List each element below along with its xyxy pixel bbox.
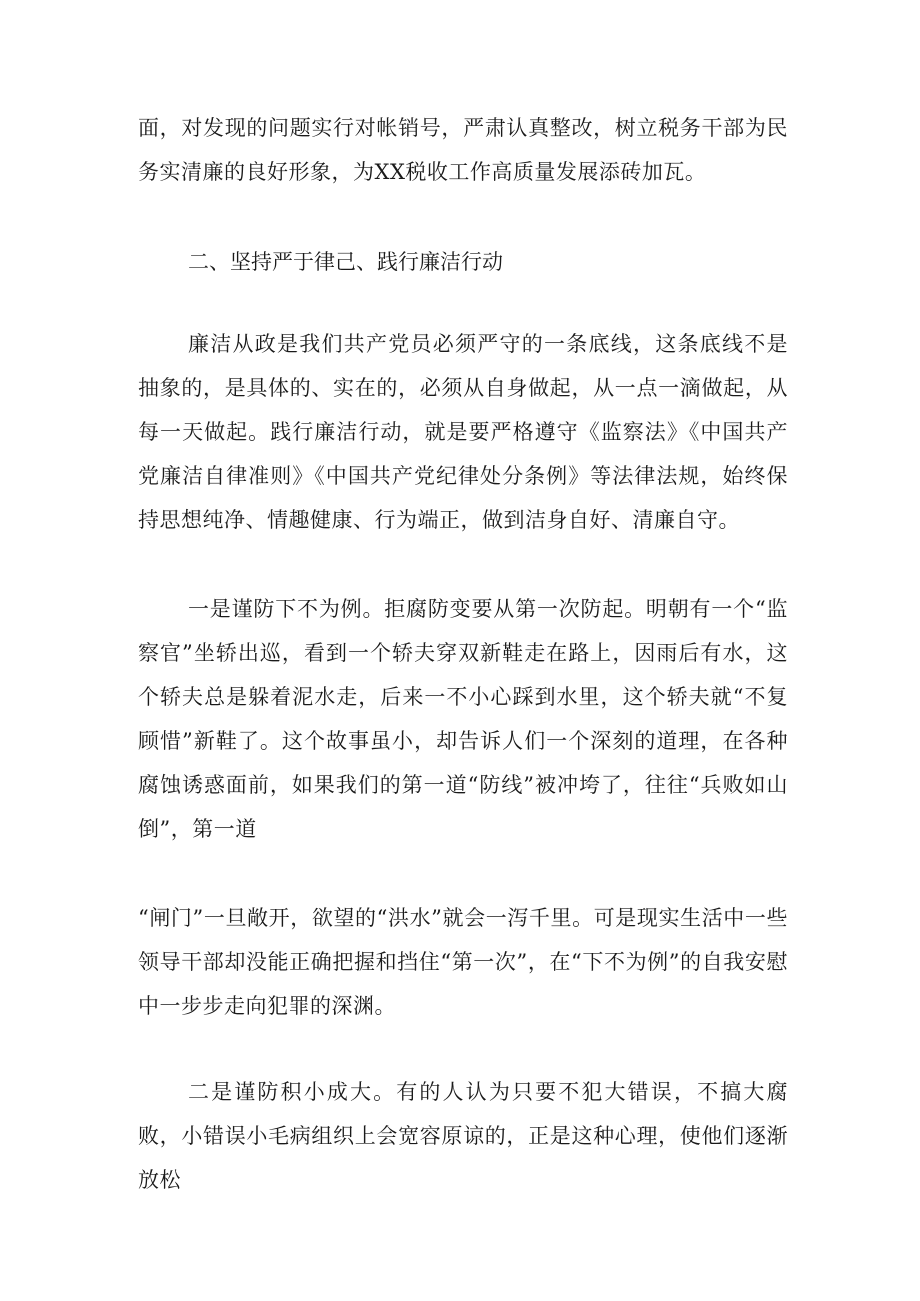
paragraph-first-point: 一是谨防下不为例。拒腐防变要从第一次防起。明朝有一个“监察官”坐轿出巡，看到一个轿夫穿双新鞋走在路上，因雨后有水，这个轿夫总是躲着泥水走，后来一不小心踩到水里，这个轿夫就“不复顾惜”新鞋了。这个故事虽小，却告诉人们一个深刻的道理，在各种腐蚀诱惑面前，如果我们的第一道“防线”被冲垮了，往往“兵败如山倒”，第一道 [138,597,788,841]
paragraph-continuation: 面，对发现的问题实行对帐销号，严肃认真整改，树立税务干部为民务实清廉的良好形象，为XX税收工作高质量发展添砖加瓦。 [138,116,788,184]
paragraph-first-point-continued: “闸门”一旦敞开，欲望的“洪水”就会一泻千里。可是现实生活中一些领导干部却没能正确把握和挡住“第一次”，在“下不为例”的自我安慰中一步步走向犯罪的深渊。 [138,906,788,1018]
paragraph-intro: 廉洁从政是我们共产党员必须严守的一条底线，这条底线不是抽象的，是具体的、实在的，必须从自身做起，从一点一滴做起，从每一天做起。践行廉洁行动，就是要严格遵守《监察法》《中国共产党廉洁自律准则》《中国共产党纪律处分条例》等法律法规，始终保持思想纯净、情趣健康、行为端正，做到洁身自好、清廉自守。 [138,332,788,532]
section-heading: 二、坚持严于律己、践行廉洁行动 [188,250,503,274]
paragraph-second-point: 二是谨防积小成大。有的人认为只要不犯大错误，不搞大腐败，小错误小毛病组织上会宽容原谅的，正是这种心理，使他们逐渐放松 [138,1080,788,1192]
